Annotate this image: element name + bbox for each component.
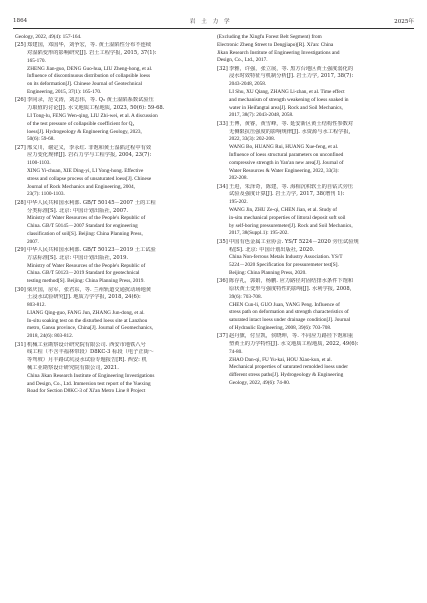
left-column xyxy=(15,34,212,397)
reference-line: 方法标准[S]. 北京: 中国计划出版社, 2019. xyxy=(27,254,129,261)
reference-line: 土浸水试验研究[J]. 地质力学学报, 2018, 24(6): xyxy=(27,294,141,301)
reference-number: [26] xyxy=(15,97,26,104)
reference-number: [31] xyxy=(15,341,26,348)
page-number: 1864 xyxy=(13,18,28,24)
reference-line: Jikan Research Institute of Engineering Investigations and xyxy=(217,49,340,56)
reference-line: In-situ soaking test on the disturbed loess site at Lanzhou xyxy=(27,317,148,324)
reference-item xyxy=(217,278,415,333)
reference-text xyxy=(229,239,415,278)
reference-text xyxy=(27,287,212,342)
reference-line: Road for Section D8KC-3 of Xi'an Metro Line 8 Project xyxy=(27,388,146,395)
reference-continuation xyxy=(217,34,415,65)
reference-line: 塑黄土的力学特性[J]. 水文地质工程地质, 2022, 49(6): xyxy=(229,341,359,348)
reference-item xyxy=(15,145,212,200)
reference-item xyxy=(217,184,415,239)
reference-line: 中国有色金属工业协会. YS/T 5224－2020 旁压试验规 xyxy=(229,238,359,245)
reference-number: [32] xyxy=(217,65,228,72)
reference-line: 浸水时效特征与机制分析[J]. 岩土力学, 2017, 38(7): xyxy=(229,73,354,80)
reference-line: of Hydraulic Engineering, 2008, 39(6): 703-708. xyxy=(229,324,332,331)
reference-line: 2017, 38(7): 2043-2048, 2058. xyxy=(229,112,294,119)
reference-item xyxy=(217,239,415,278)
reference-line: 力取值的讨论[J]. 水文地质工程地质, 2023, 50(6): 59-68. xyxy=(27,105,165,112)
publication-year: 2025年 xyxy=(394,19,414,25)
reference-text xyxy=(229,66,415,121)
reference-line: 原状黄土变形与强度特性的影响[J]. 水利学报, 2008, xyxy=(229,286,352,292)
reference-line: in-situ mechanical properties of littoral deposit soft soil xyxy=(229,214,346,221)
reference-item xyxy=(15,287,212,342)
reference-item xyxy=(15,42,212,97)
reference-text xyxy=(27,342,212,397)
reference-line: on its deformation[J]. Chinese Journal of Geotechnical xyxy=(27,81,143,88)
reference-text xyxy=(27,247,212,286)
reference-item xyxy=(15,200,212,247)
reference-line: 赵丹旗，付昱凯，侯晓坤，等. 不同应力路径下饱和重 xyxy=(229,333,354,340)
reference-line: XING Yi-chuan, XIE Ding-yi, LI Yong-hong. Effective xyxy=(27,168,144,175)
reference-line: LIANG Qing-guo, FANG Jun, ZHANG Jun-dong, et al. xyxy=(27,309,145,316)
reference-line: water in Heifangtai area[J]. Rock and Soil Mechanics, xyxy=(229,104,343,111)
reference-line: Influence of loess structural parameters on unconfined xyxy=(229,151,344,158)
running-header xyxy=(13,14,414,29)
reference-text xyxy=(27,145,212,200)
reference-text xyxy=(229,121,415,183)
reference-line: LI Tong-lu, FENG Wen-qing, LIU Zhi-wei, et al. A discussion xyxy=(27,112,158,119)
reference-line: (Excluding the Xingfu Forest Belt Segment) from xyxy=(217,34,322,40)
reference-line: China Non-ferrous Metals Industry Association. YS/T xyxy=(229,254,343,261)
reference-text xyxy=(27,200,212,247)
reference-line: LI Shu, XU Qiang, ZHANG Li-zhan, et al. Time effect xyxy=(229,89,345,96)
reference-number: [36] xyxy=(217,278,228,285)
reference-line: classification of soil[S]. Beijing: China Planning Press, xyxy=(27,230,143,237)
reference-number: [34] xyxy=(217,183,228,190)
reference-line: different stress paths[J]. Hydrogeology & Engineering xyxy=(229,372,344,379)
reference-line: 2022, 33(3): 202-208. xyxy=(229,136,276,143)
reference-line: 试验及强度计算[J]. 岩土力学, 2017, 38(增刊 1): xyxy=(229,191,345,198)
reference-line: 39(6): 703-708. xyxy=(229,293,262,300)
reference-number: [35] xyxy=(217,238,228,245)
reference-number: [25] xyxy=(15,42,26,49)
reference-item xyxy=(217,66,415,121)
reference-line: 2043-2048, 2058. xyxy=(229,81,267,88)
reference-line: 梁庆国，房军，张君东，等. 兰州轨道交通扰动场地黄 xyxy=(27,286,152,293)
reference-line: Design, Co., Ltd., 2017. xyxy=(217,57,268,64)
reference-continuation xyxy=(15,34,212,42)
reference-line: 165-170. xyxy=(27,57,46,64)
reference-line: saturated intact loess under drainage condition[J]. Journal xyxy=(229,317,351,324)
reference-line: 械工业勘察设计研究院有限公司, 2021. xyxy=(27,364,119,371)
reference-number: [30] xyxy=(15,286,26,293)
reference-item xyxy=(15,97,212,144)
reference-number: [27] xyxy=(15,144,26,151)
reference-line: Beijing: China Planning Press, 2020. xyxy=(229,269,307,276)
reference-line: metro, Gansu province, China[J]. Journal of Geomechanics, xyxy=(27,325,153,332)
reference-line: and mechanism of strength weakening of loess soaked in xyxy=(229,96,349,103)
reference-line: 2018, 24(6): 803-812. xyxy=(27,333,74,340)
reference-number: [37] xyxy=(217,333,228,340)
reference-line: and Design, Co., Ltd. Immersion test report of the Yuexing xyxy=(27,380,151,387)
reference-number: [28] xyxy=(15,199,26,206)
reference-line: by self-boring pressuremeter[J]. Rock and Soil Mechanics, xyxy=(229,222,353,229)
reference-item xyxy=(217,121,415,183)
reference-line: 李雅，许强，张立展，等. 黑方台地区黄土强度弱化的 xyxy=(229,65,354,72)
reference-number: [33] xyxy=(217,120,228,127)
reference-line: 2007. xyxy=(27,238,39,245)
reference-line: 对湿陷变形的影响研究[J]. 岩土工程学报, 2015, 37(1): xyxy=(27,50,157,57)
reference-line: WANG Bo, HUANG Rui, HUANG Xue-feng, et al. xyxy=(229,144,339,151)
reference-line: WANG Jin, ZHU Ze-qi, CHEN Jian, et al. Study of xyxy=(229,207,338,214)
reference-line: Ministry of Water Resources of the People's Republic of xyxy=(27,215,146,222)
reference-item xyxy=(15,342,212,397)
reference-line: 74-80. xyxy=(229,348,243,355)
reference-text xyxy=(229,184,415,239)
reference-line: of the test pressure of collapsible coefficient for Q₃ xyxy=(27,120,135,127)
reference-line: 分类标准[S]. 北京: 中国计划出版社, 2007. xyxy=(27,207,129,214)
reference-number: [29] xyxy=(15,247,26,254)
reference-line: Mechanical properties of saturated remolded loess under xyxy=(229,364,348,371)
reference-line: 无侧限抗压强度的影响规律[J]. 水资源与水工程学报, xyxy=(229,128,351,135)
reference-line: 陈存礼，郭娟，杨鹏. 应力路径对固结排水条件下饱和 xyxy=(229,278,354,285)
reference-line: CHEN Cun-li, GUO Juan, YANG Peng. Influence of xyxy=(229,301,340,308)
reference-line: 邢义川，谢定义，李永红. 非饱和黄土湿陷过程中有效 xyxy=(27,144,152,151)
reference-text xyxy=(229,333,415,388)
reference-text xyxy=(27,97,212,144)
reference-line: compressive strength in Yan'an new area[J]. Journal of xyxy=(229,159,344,166)
reference-line: 王博，黄睿，黄雪峰，等. 延安新区黄土结构性参数对 xyxy=(229,120,354,127)
reference-line: testing method[S]. Beijing: China Planning Press, 2019. xyxy=(27,278,145,285)
reference-line: China. GB/T 50145－2007 Standard for engineering xyxy=(27,223,138,230)
reference-line: 程[S]. 北京: 中国计划出版社, 2020. xyxy=(229,246,315,253)
reference-line: loess[J]. Hydrogeology & Engineering Geology, 2023, xyxy=(27,128,142,135)
reference-line: 中华人民共和国水利部. GB/T 50123－2019 土工试验 xyxy=(27,247,156,254)
reference-line: 应力变化规律[J]. 岩石力学与工程学报, 2004, 23(7): xyxy=(27,152,152,159)
reference-item xyxy=(217,333,415,388)
reference-line: 23(7): 1100-1103. xyxy=(27,191,65,198)
reference-line: 李同录，范文涛，刘志伟，等. Q₃ 黄土湿陷系数试验压 xyxy=(27,97,154,104)
reference-line: 中华人民共和国水利部. GB/T 50145－2007 土的工程 xyxy=(27,199,156,206)
reference-line: 线工程（不含丰福林带段）D8KC-3 标段（电子正街～ xyxy=(27,349,155,356)
reference-text xyxy=(27,42,212,97)
reference-line: 等驾坡）月丰路试坑浸水试验专题报告[R]. 西安: 机 xyxy=(27,357,147,364)
reference-line: Ministry of Water Resources of the People's Republic of xyxy=(27,262,146,269)
reference-line: ZHENG Jian-guo, DENG Guo-hua, LIU Zheng-hong, et al. xyxy=(27,65,153,72)
reference-line: 2017, 38(Suppl.1): 195-202. xyxy=(229,230,289,237)
reference-text xyxy=(229,278,415,333)
reference-line: stress and collapse process of unsaturated loess[J]. Chinese xyxy=(27,175,152,182)
reference-line: 王进，朱泽奇，陈建，等. 海相沉积软土的自钻式旁压 xyxy=(229,183,354,190)
reference-line: 5224－2020 Specification for pressuremeter test[S]. xyxy=(229,262,339,269)
reference-line: Geology, 2022, 49(4): 157-164. xyxy=(15,34,82,40)
reference-line: Water Resources & Water Engineering, 2022, 33(3): xyxy=(229,167,339,174)
reference-line: 202-208. xyxy=(229,175,248,182)
reference-line: 195-202. xyxy=(229,199,248,206)
reference-line: 1100-1103. xyxy=(27,160,51,167)
reference-line: 机械工业勘察设计研究院有限公司. 西安市地铁八号 xyxy=(27,341,146,348)
reference-line: ZHAO Dan-qi, FU Yu-kai, HOU Xiao-kun, et al. xyxy=(229,356,332,363)
reference-line: China Jikan Research Institute of Engineering Investigations xyxy=(27,372,155,379)
reference-line: 803-812. xyxy=(27,302,46,309)
reference-line: 郑建国，邓国华，刘争宏，等. 黄土湿陷性分布不连续 xyxy=(27,42,152,49)
reference-line: Journal of Rock Mechanics and Engineering, 2004, xyxy=(27,183,135,190)
reference-line: China. GB/T 50123－2019 Standard for geotechnical xyxy=(27,270,140,277)
reference-line: Influence of discontinuous distribution of collapsible loess xyxy=(27,73,151,80)
journal-name: 岩 土 力 学 xyxy=(189,19,232,25)
reference-line: Electronic Zheng Street to Dengjiapo)[R]. Xi'an: China xyxy=(217,41,334,48)
reference-line: Geology, 2022, 49(6): 74-80. xyxy=(229,380,291,387)
right-column xyxy=(217,34,415,388)
reference-line: 50(6): 59-68. xyxy=(27,136,55,143)
reference-line: stress path on deformation and strength characteristics of xyxy=(229,309,349,316)
reference-line: Engineering, 2015, 37(1): 165-170. xyxy=(27,89,102,96)
reference-item xyxy=(15,247,212,286)
